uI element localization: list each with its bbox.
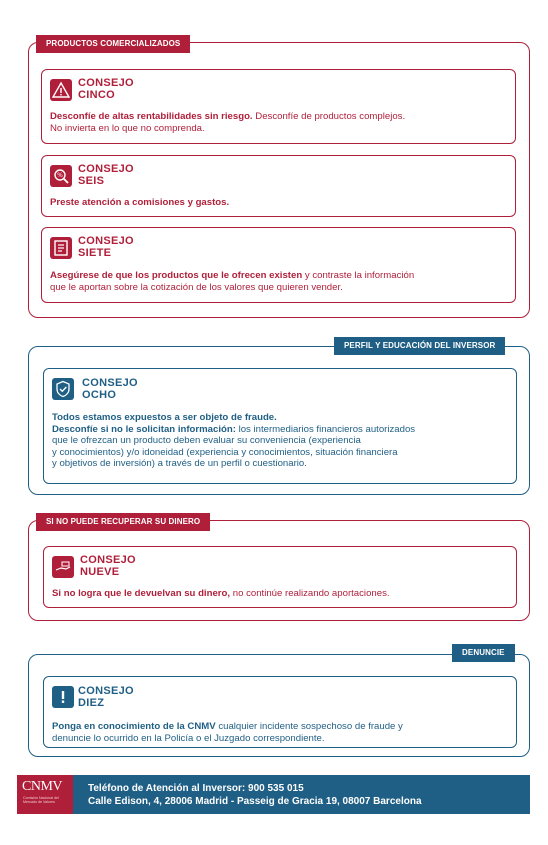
cnmv-logo <box>17 775 73 814</box>
card-text: Todos estamos expuestos a ser objeto de fraude. Desconfíe si no le solicitan información: los intermediarios financieros autorizados que le ofrezcan un producto deben evaluar su conveniencia (experiencia y conocimientos) y/o idoneidad (experiencia y conocimientos, situación financiera y objetivos de inversión) a través de un perfil o cuestionario. <box>52 412 416 470</box>
section-tag-productos: PRODUCTOS COMERCIALIZADOS <box>36 35 190 53</box>
card-consejo-ocho <box>43 368 517 484</box>
card-consejo-seis <box>41 155 516 217</box>
card-text: Preste atención a comisiones y gastos. <box>50 197 230 208</box>
card-title: CONSEJO CINCO <box>78 77 134 101</box>
card-title: CONSEJO SEIS <box>78 163 134 187</box>
footer-address: Calle Edison, 4, 28006 Madrid - Passeig de Gracia 19, 08007 Barcelona <box>88 796 422 807</box>
card-title: CONSEJO OCHO <box>82 377 138 401</box>
card-consejo-nueve <box>43 546 517 608</box>
warning-icon <box>50 79 72 101</box>
document-icon <box>50 237 72 259</box>
logo-text: CNMV <box>22 779 63 794</box>
card-title: CONSEJO DIEZ <box>78 685 134 709</box>
card-title: CONSEJO NUEVE <box>80 554 136 578</box>
card-consejo-cinco <box>41 69 516 144</box>
card-text: Asegúrese de que los productos que le ofrecen existen y contraste la información que le aportan sobre la cotización de los valores que quieren vender. <box>50 270 415 293</box>
card-consejo-siete <box>41 227 516 303</box>
section-tag-recuperar: SI NO PUEDE RECUPERAR SU DINERO <box>36 513 210 531</box>
shield-check-icon <box>52 378 74 400</box>
card-text: Desconfíe de altas rentabilidades sin riesgo. Desconfíe de productos complejos. No invierta en lo que no comprenda. <box>50 111 406 134</box>
logo-subtitle: Comisión Nacional del Mercado de Valores <box>23 796 59 804</box>
section-tag-denuncie: DENUNCIE <box>452 644 515 662</box>
card-consejo-diez <box>43 676 517 748</box>
footer-phone: Teléfono de Atención al Inversor: 900 535 015 <box>88 783 304 794</box>
card-text: Ponga en conocimiento de la CNMV cualquier incidente sospechoso de fraude y denuncie lo ocurrido en la Policía o el Juzgado correspondiente. <box>52 721 403 744</box>
section-tag-perfil: PERFIL Y EDUCACIÓN DEL INVERSOR <box>334 337 505 355</box>
magnifier-percent-icon <box>50 165 72 187</box>
exclamation-icon <box>52 686 74 708</box>
svg-text:%: % <box>57 172 63 179</box>
card-title: CONSEJO SIETE <box>78 235 134 259</box>
money-hand-icon <box>52 556 74 578</box>
card-text: Si no logra que le devuelvan su dinero, no continúe realizando aportaciones. <box>52 588 390 599</box>
footer-bar <box>17 775 530 814</box>
